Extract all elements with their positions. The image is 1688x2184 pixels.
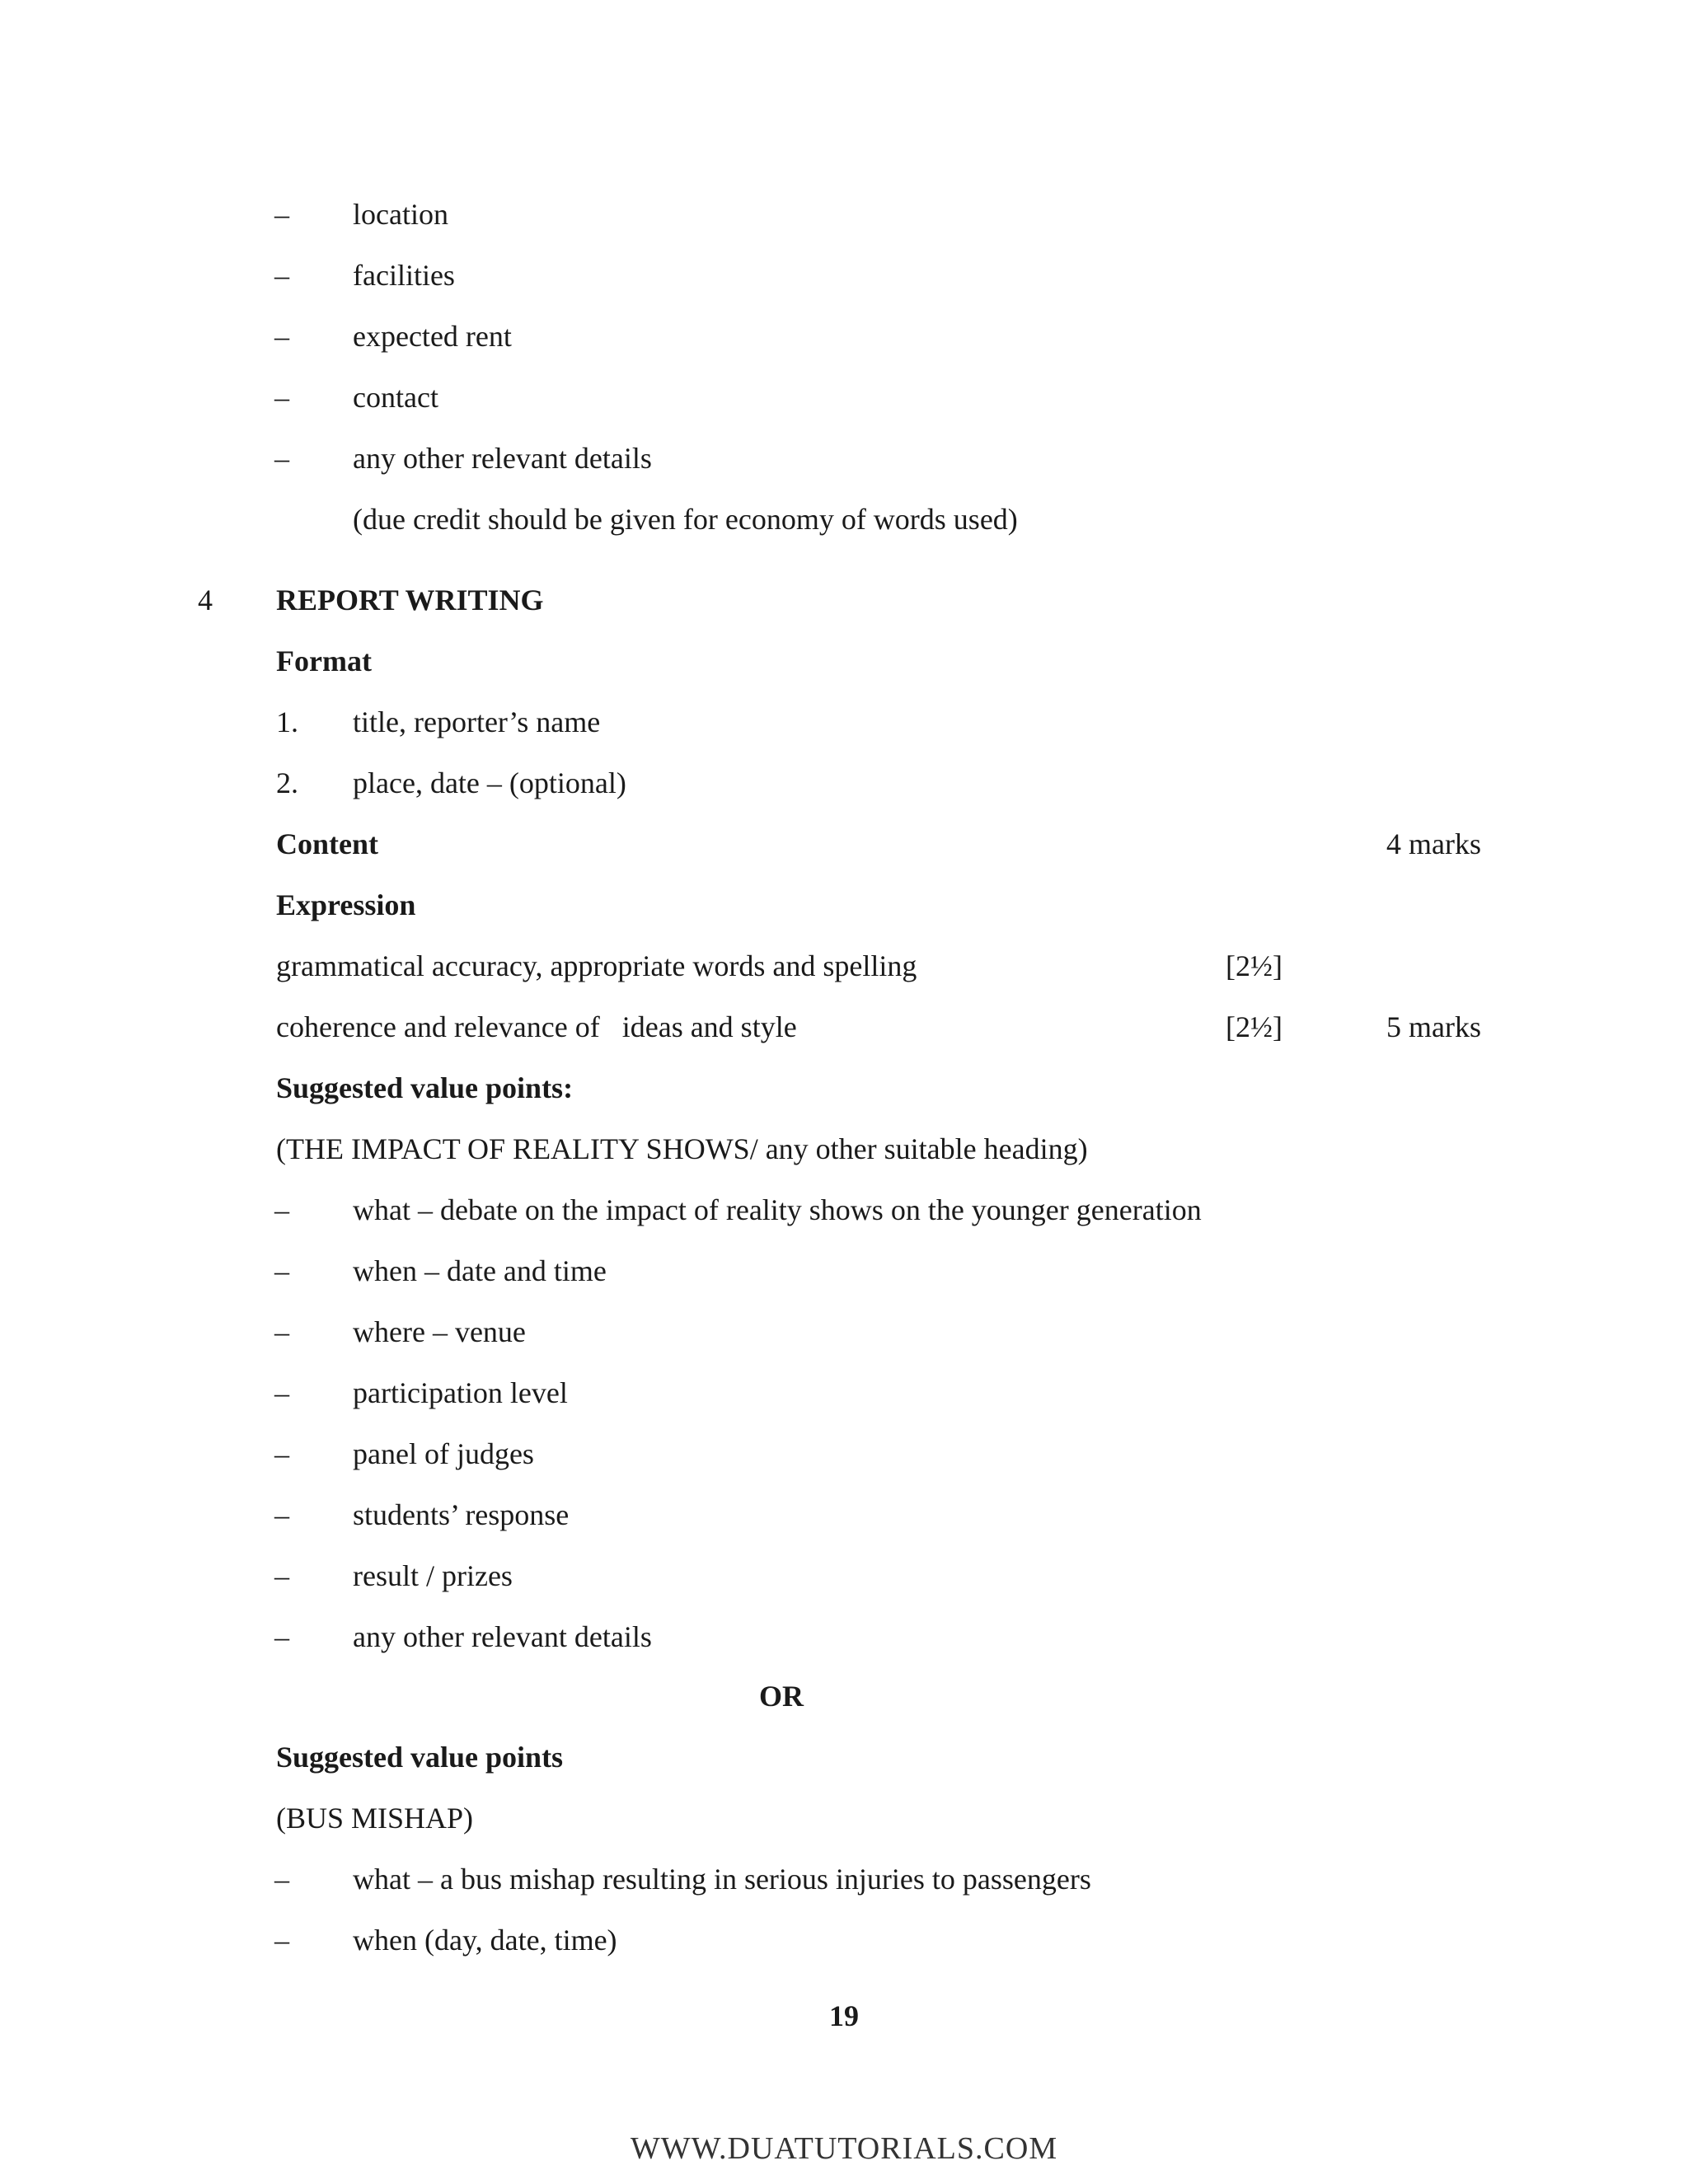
format-item-number: 1. xyxy=(276,705,298,738)
dash-bullet: – xyxy=(274,1437,289,1470)
value-points-heading: Suggested value points: xyxy=(276,1071,574,1104)
list-item-text: facilities xyxy=(353,259,455,292)
list-item-text: location xyxy=(353,198,448,231)
dash-bullet: – xyxy=(274,1620,289,1653)
dash-bullet: – xyxy=(274,1254,289,1287)
dash-bullet: – xyxy=(274,320,289,353)
list-item-text: any other relevant details xyxy=(353,442,652,475)
list-item-text: what – debate on the impact of reality shows on the younger generation xyxy=(353,1193,1202,1226)
dash-bullet: – xyxy=(274,381,289,414)
dash-bullet: – xyxy=(274,1315,289,1348)
list-item-text: contact xyxy=(353,381,438,414)
list-item-text: participation level xyxy=(353,1376,568,1409)
list-item-text: when (day, date, time) xyxy=(353,1924,617,1957)
dash-bullet: – xyxy=(274,1924,289,1957)
list-item-text: any other relevant details xyxy=(353,1620,652,1653)
section-number: 4 xyxy=(198,583,213,616)
dash-bullet: – xyxy=(274,1193,289,1226)
or-separator: OR xyxy=(759,1680,804,1713)
report-heading: (BUS MISHAP) xyxy=(276,1802,474,1835)
page-number: 19 xyxy=(829,1999,859,2032)
economy-note: (due credit should be given for economy of words used) xyxy=(353,503,1018,536)
section-title: REPORT WRITING xyxy=(276,583,544,616)
expression-marks: 5 marks xyxy=(1386,1010,1481,1043)
dash-bullet: – xyxy=(274,442,289,475)
expression-heading: Expression xyxy=(276,888,416,921)
value-points-heading: Suggested value points xyxy=(276,1741,564,1774)
format-item-number: 2. xyxy=(276,766,298,799)
dash-bullet: – xyxy=(274,1863,289,1896)
expression-item-text: grammatical accuracy, appropriate words and spelling xyxy=(276,949,917,982)
dash-bullet: – xyxy=(274,1559,289,1592)
format-item-text: place, date – (optional) xyxy=(353,766,626,799)
expression-item-text: coherence and relevance of ideas and style xyxy=(276,1010,797,1043)
content-marks: 4 marks xyxy=(1386,827,1481,860)
list-item-text: when – date and time xyxy=(353,1254,607,1287)
format-item-text: title, reporter’s name xyxy=(353,705,601,738)
list-item-text: where – venue xyxy=(353,1315,526,1348)
list-item-text: expected rent xyxy=(353,320,512,353)
content-heading: Content xyxy=(276,827,378,860)
dash-bullet: – xyxy=(274,1376,289,1409)
dash-bullet: – xyxy=(274,1498,289,1531)
footer-watermark[interactable]: WWW.DUATUTORIALS.COM xyxy=(630,2131,1058,2166)
list-item-text: students’ response xyxy=(353,1498,570,1531)
dash-bullet: – xyxy=(274,198,289,231)
report-heading: (THE IMPACT OF REALITY SHOWS/ any other suitable heading) xyxy=(276,1132,1088,1165)
expression-bracket-mark: [2½] xyxy=(1226,949,1282,982)
format-heading: Format xyxy=(276,644,372,677)
dash-bullet: – xyxy=(274,259,289,292)
list-item-text: what – a bus mishap resulting in serious injuries to passengers xyxy=(353,1863,1091,1896)
list-item-text: result / prizes xyxy=(353,1559,513,1592)
expression-bracket-mark: [2½] xyxy=(1226,1010,1282,1043)
list-item-text: panel of judges xyxy=(353,1437,534,1470)
